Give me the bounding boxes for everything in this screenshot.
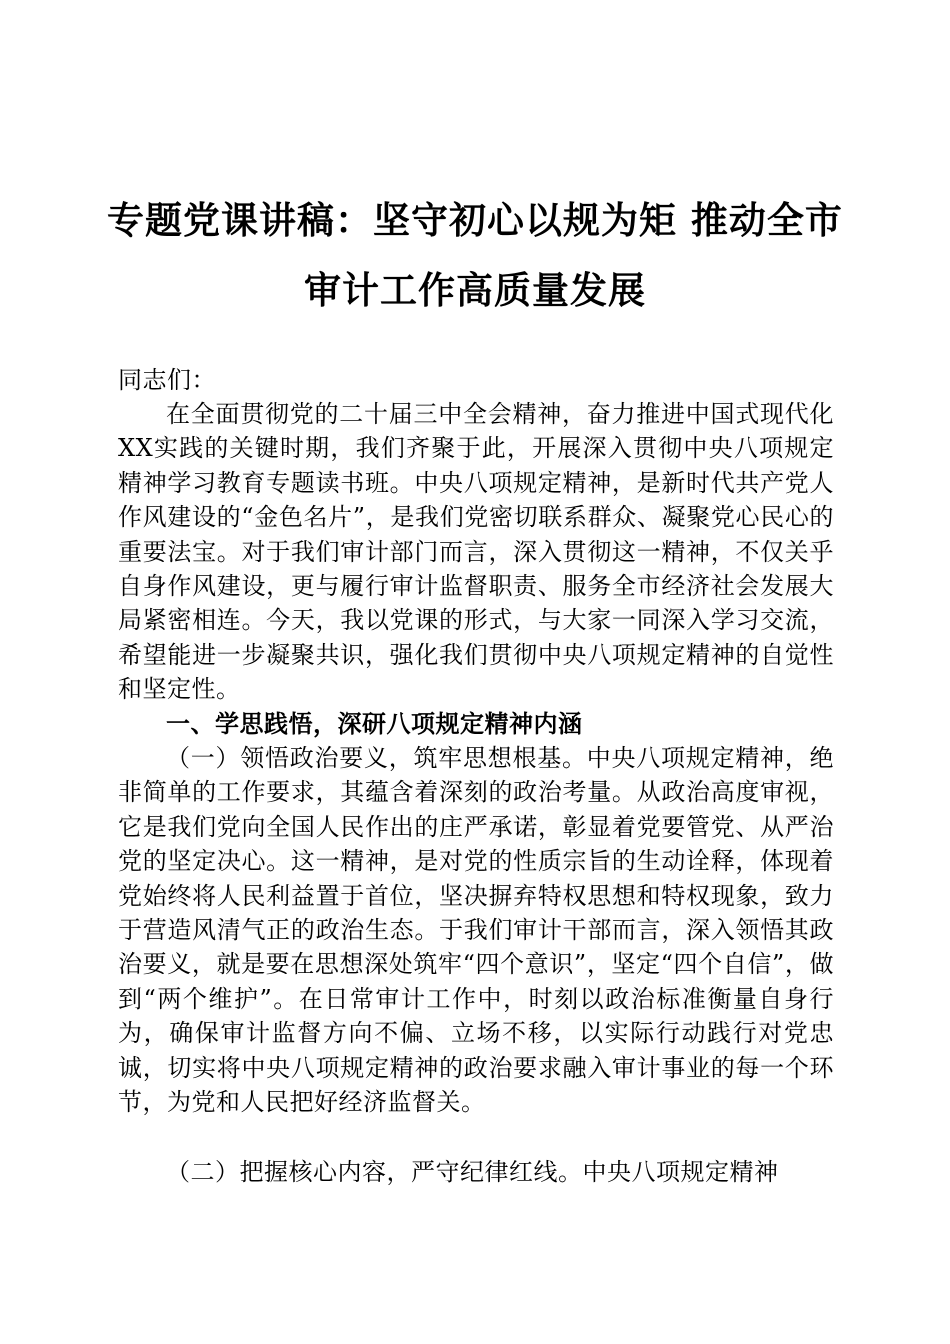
document-title-line-2: 审计工作高质量发展 <box>304 268 646 312</box>
subsection-paragraph-2: （二）把握核心内容，严守纪律红线。中央八项规定精神 <box>166 1158 779 1186</box>
subsection-paragraph-1: （一）领悟政治要义，筑牢思想根基。中央八项规定精神，绝非简单的工作要求，其蕴含着深刻的政治考量。从政治高度审视，它是我们党向全国人民作出的庄严承诺，彰显着党要管党、从严治党的坚定决心。这一精神，是对党的性质宗旨的生动诠释，体现着党始终将人民利益置于首位，坚决摒弃特权思想和特权现象，致力于营造风清气正的政治生态。于我们审计干部而言，深入领悟其政治要义，就是要在思想深处筑牢“四个意识”，坚定“四个自信”，做到“两个维护”。在日常审计工作中，时刻以政治标准衡量自身行为，确保审计监督方向不偏、立场不移，以实际行动践行对党忠诚，切实将中央八项规定精神的政治要求融入审计事业的每一个环节，为党和人民把好经济监督关。 <box>118 744 834 1117</box>
intro-paragraph: 在全面贯彻党的二十届三中全会精神，奋力推进中国式现代化XX实践的关键时期，我们齐聚于此，开展深入贯彻中央八项规定精神学习教育专题读书班。中央八项规定精神，是新时代共产党人作风建设的“金色名片”，是我们党密切联系群众、凝聚党心民心的重要法宝。对于我们审计部门而言，深入贯彻这一精神，不仅关乎自身作风建设，更与履行审计监督职责、服务全市经济社会发展大局紧密相连。今天，我以党课的形式，与大家一同深入学习交流，希望能进一步凝聚共识，强化我们贯彻中央八项规定精神的自觉性和坚定性。 <box>118 400 834 704</box>
section-heading-1: 一、学思践悟，深研八项规定精神内涵 <box>166 710 583 738</box>
document-title-line-1: 专题党课讲稿：坚守初心以规为矩 推动全市 <box>107 198 843 242</box>
salutation: 同志们： <box>118 366 216 394</box>
